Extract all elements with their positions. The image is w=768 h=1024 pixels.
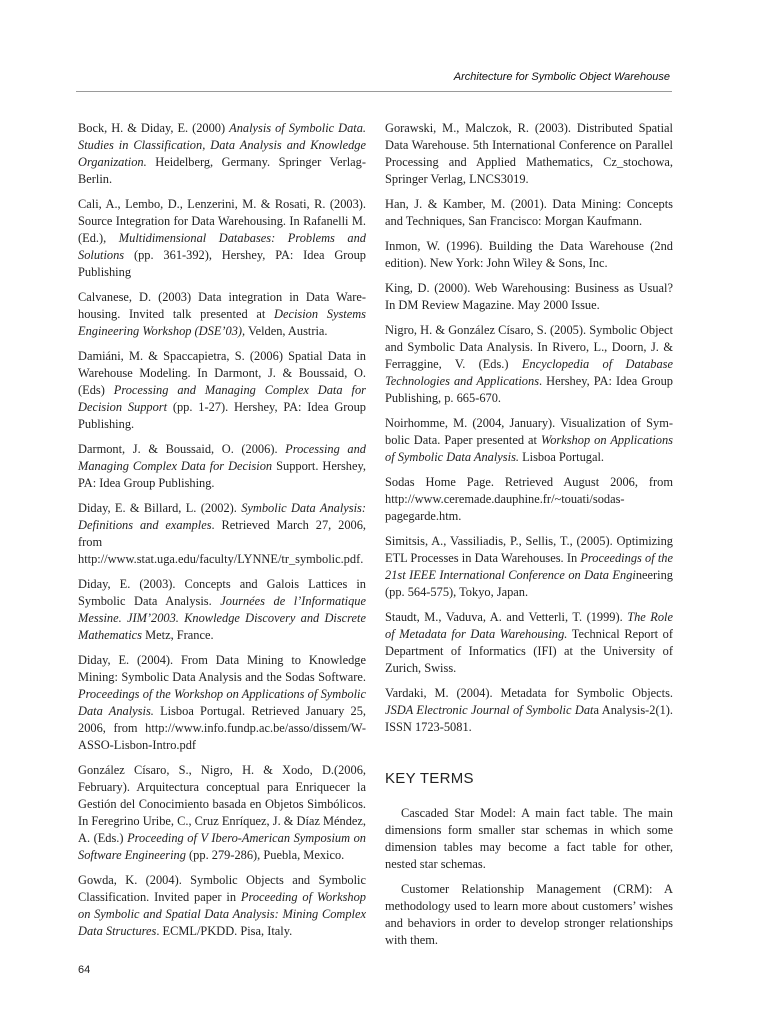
- reference-text: Vardaki, M. (2004). Metadata for Symbolic Objects.: [385, 686, 673, 700]
- references-left-column: [78, 120, 366, 948]
- references-right-column: [385, 120, 673, 957]
- reference-entry: [78, 348, 366, 433]
- reference-title: Proceedings of the Workshop on Applications of Symbolic Data Analysis.: [78, 687, 366, 718]
- reference-entry: [385, 196, 673, 230]
- reference-title: Multidimensional Databases: Problems and Solutions: [78, 231, 366, 262]
- reference-entry: [78, 872, 366, 940]
- reference-text: Diday, E. (2004). From Data Mining to Knowledge Mining: Symbolic Data Analysis and the Sodas Software.: [78, 653, 366, 684]
- reference-text: Simitsis, A., Vassiliadis, P., Sellis, T., (2005). Optimizing ETL Processes in Data Warehouses. In: [385, 534, 673, 565]
- reference-text: González Císaro, S., Nigro, H. & Xodo, D.(2006, February). Arquitectura conceptual para Enriquecer la Gestión del Conocimiento basada en Objetos Simbólicos. In Feregrino Uribe, C., Cruz Enríquez, J. & Díaz Méndez, A. (Eds.): [78, 763, 366, 845]
- reference-text: . ECML/PKDD. Pisa, Italy.: [156, 924, 293, 938]
- reference-text: . Retrieved March 27, 2006, from http://www.stat.uga.edu/faculty/LYNNE/tr_symbolic.pdf.: [78, 518, 366, 566]
- reference-entry: [385, 474, 673, 525]
- reference-entry: [385, 609, 673, 677]
- reference-entry: [385, 120, 673, 188]
- reference-text: Darmont, J. & Boussaid, O. (2006).: [78, 442, 286, 456]
- reference-text: Heidelberg, Germany. Springer Verlag-Berlin.: [78, 155, 366, 186]
- reference-text: King, D. (2000). Web Warehousing: Business as Usual? In DM Review Magazine. May 2000 Issue.: [385, 281, 673, 312]
- reference-title: Processing and Managing Complex Data for Decision: [78, 442, 366, 473]
- reference-entry: [385, 280, 673, 314]
- reference-entry: [385, 238, 673, 272]
- reference-text: Technical Report of Department of Informatics (IFI) at the University of Zurich, Swiss.: [385, 627, 673, 675]
- key-term-definition: A methodology used to learn more about customers’ wishes and behaviors in order to develop stronger relationships with them.: [385, 882, 673, 947]
- reference-text: (pp. 1-27). Hershey, PA: Idea Group Publishing.: [78, 400, 367, 431]
- reference-title: Symbolic Data Analysis: Definitions and examples: [78, 501, 366, 532]
- reference-text: neering (pp. 564-575), Tokyo, Japan.: [385, 568, 673, 599]
- reference-title: Workshop on Applications of Symbolic Data Analysis.: [385, 433, 673, 464]
- reference-text: Sodas Home Page. Retrieved August 2006, from http://www.ceremade.dauphine.fr/~touati/sodas-pagegarde.htm.: [385, 475, 673, 523]
- key-term-name: Customer Relationship Management (CRM):: [401, 882, 653, 896]
- reference-text: Metz, France.: [142, 628, 214, 642]
- reference-entry: [385, 533, 673, 601]
- reference-text: Han, J. & Kamber, M. (2001). Data Mining: Concepts and Techniques, San Francisco: Morgan Kaufmann.: [385, 197, 673, 228]
- header-rule: [76, 91, 672, 92]
- reference-title: Proceedings of the 21st IEEE International Conference on Data Engi: [385, 551, 673, 582]
- reference-text: Noirhomme, M. (2004, January). Visualization of Symbolic Data. Paper presented at: [385, 416, 673, 447]
- reference-text: Gowda, K. (2004). Symbolic Objects and Symbolic Classification. Invited paper in: [78, 873, 366, 904]
- reference-text: Damiáni, M. & Spaccapietra, S. (2006) Spatial Data in Warehouse Modeling. In Darmont, J. & Boussaid, O. (Eds): [78, 349, 366, 397]
- reference-title: Analysis of Symbolic Data. Studies in Classification, Data Analysis and Knowledge Organization.: [78, 121, 367, 169]
- reference-title: Journées de l’Informatique Messine. JIM’2003. Knowledge Discovery and Discrete Mathematics: [78, 594, 366, 642]
- reference-text: Velden, Austria.: [245, 324, 328, 338]
- reference-entry: [78, 289, 366, 340]
- key-term-definition: A main fact table. The main dimensions form smaller star schemas in which some dimension tables may become a fact table for other, nested star schemas.: [385, 806, 673, 871]
- key-term-entry: [385, 805, 673, 873]
- reference-text: Lisboa Portugal.: [519, 450, 605, 464]
- reference-text: (pp. 361-392), Hershey, PA: Idea Group Publishing: [78, 248, 366, 279]
- reference-entry: [78, 196, 366, 281]
- running-header: Architecture for Symbolic Object Warehouse: [453, 71, 670, 83]
- reference-text: Bock, H. & Diday, E. (2000): [78, 121, 230, 135]
- reference-entry: [78, 652, 366, 754]
- page-number: 64: [78, 964, 91, 976]
- reference-entry: [385, 322, 673, 407]
- reference-text: Diday, E. & Billard, L. (2002).: [78, 501, 242, 515]
- reference-title: Encyclopedia of Database Technologies and Applications: [385, 357, 673, 388]
- key-term-name: Cascaded Star Model:: [401, 806, 516, 820]
- reference-text: (pp. 279-286), Puebla, Mexico.: [185, 848, 345, 862]
- reference-title: Processing and Managing Complex Data for Decision Support: [78, 383, 366, 414]
- reference-text: Cali, A., Lembo, D., Lenzerini, M. & Rosati, R. (2003). Source Integration for Data Warehousing. In Rafanelli M. (Ed.),: [78, 197, 366, 245]
- key-term-entry: [385, 881, 673, 949]
- reference-title: Proceeding of Workshop on Symbolic and Spatial Data Analysis: Mining Complex Data Structures: [78, 890, 366, 938]
- reference-text: Staudt, M., Vaduva, A. and Vetterli, T. (1999).: [385, 610, 628, 624]
- reference-text: Inmon, W. (1996). Building the Data Warehouse (2nd edition). New York: John Wiley & Sons, Inc.: [385, 239, 673, 270]
- reference-entry: [78, 441, 366, 492]
- reference-entry: [385, 415, 673, 466]
- reference-title: The Role of Metadata for Data Warehousing.: [385, 610, 674, 641]
- key-terms-heading: KEY TERMS: [385, 770, 474, 787]
- reference-entry: [385, 685, 673, 736]
- reference-title: Decision Systems Engineering Workshop (DSE’03),: [78, 307, 367, 338]
- reference-entry: [78, 500, 366, 568]
- reference-text: Calvanese, D. (2003) Data integration in Data Warehousing. Invited talk presented at: [78, 290, 366, 321]
- reference-title: JSDA Electronic Journal of Symbolic Dat: [385, 703, 594, 717]
- reference-entry: [78, 762, 366, 864]
- reference-text: Lisboa Portugal. Retrieved January 25, 2006, from http://www.info.fundp.ac.be/asso/dissem/W-ASSO-Lisbon-Intro.pdf: [78, 704, 366, 752]
- reference-title: Proceeding of V Ibero-American Symposium on Software Engineering: [78, 831, 366, 862]
- reference-entry: [78, 120, 366, 188]
- reference-text: Gorawski, M., Malczok, R. (2003). Distributed Spatial Data Warehouse. 5th International Conference on Parallel Processing and Applied Mathematics, Cz_stochowa, Springer Verlag, LNCS3019.: [385, 121, 673, 186]
- reference-text: . Hershey, PA: Idea Group Publishing, p. 665-670.: [385, 374, 673, 405]
- reference-text: Support. Hershey, PA: Idea Group Publishing.: [78, 459, 366, 490]
- reference-text: Diday, E. (2003). Concepts and Galois Lattices in Symbolic Data Analysis.: [78, 577, 366, 608]
- reference-entry: [78, 576, 366, 644]
- reference-text: a Analysis-2(1). ISSN 1723-5081.: [385, 703, 674, 734]
- reference-text: Nigro, H. & González Císaro, S. (2005). Symbolic Object and Symbolic Data Analysis. In Rivero, L., Doorn, J. & Ferraggine, V. (Eds.): [385, 323, 673, 371]
